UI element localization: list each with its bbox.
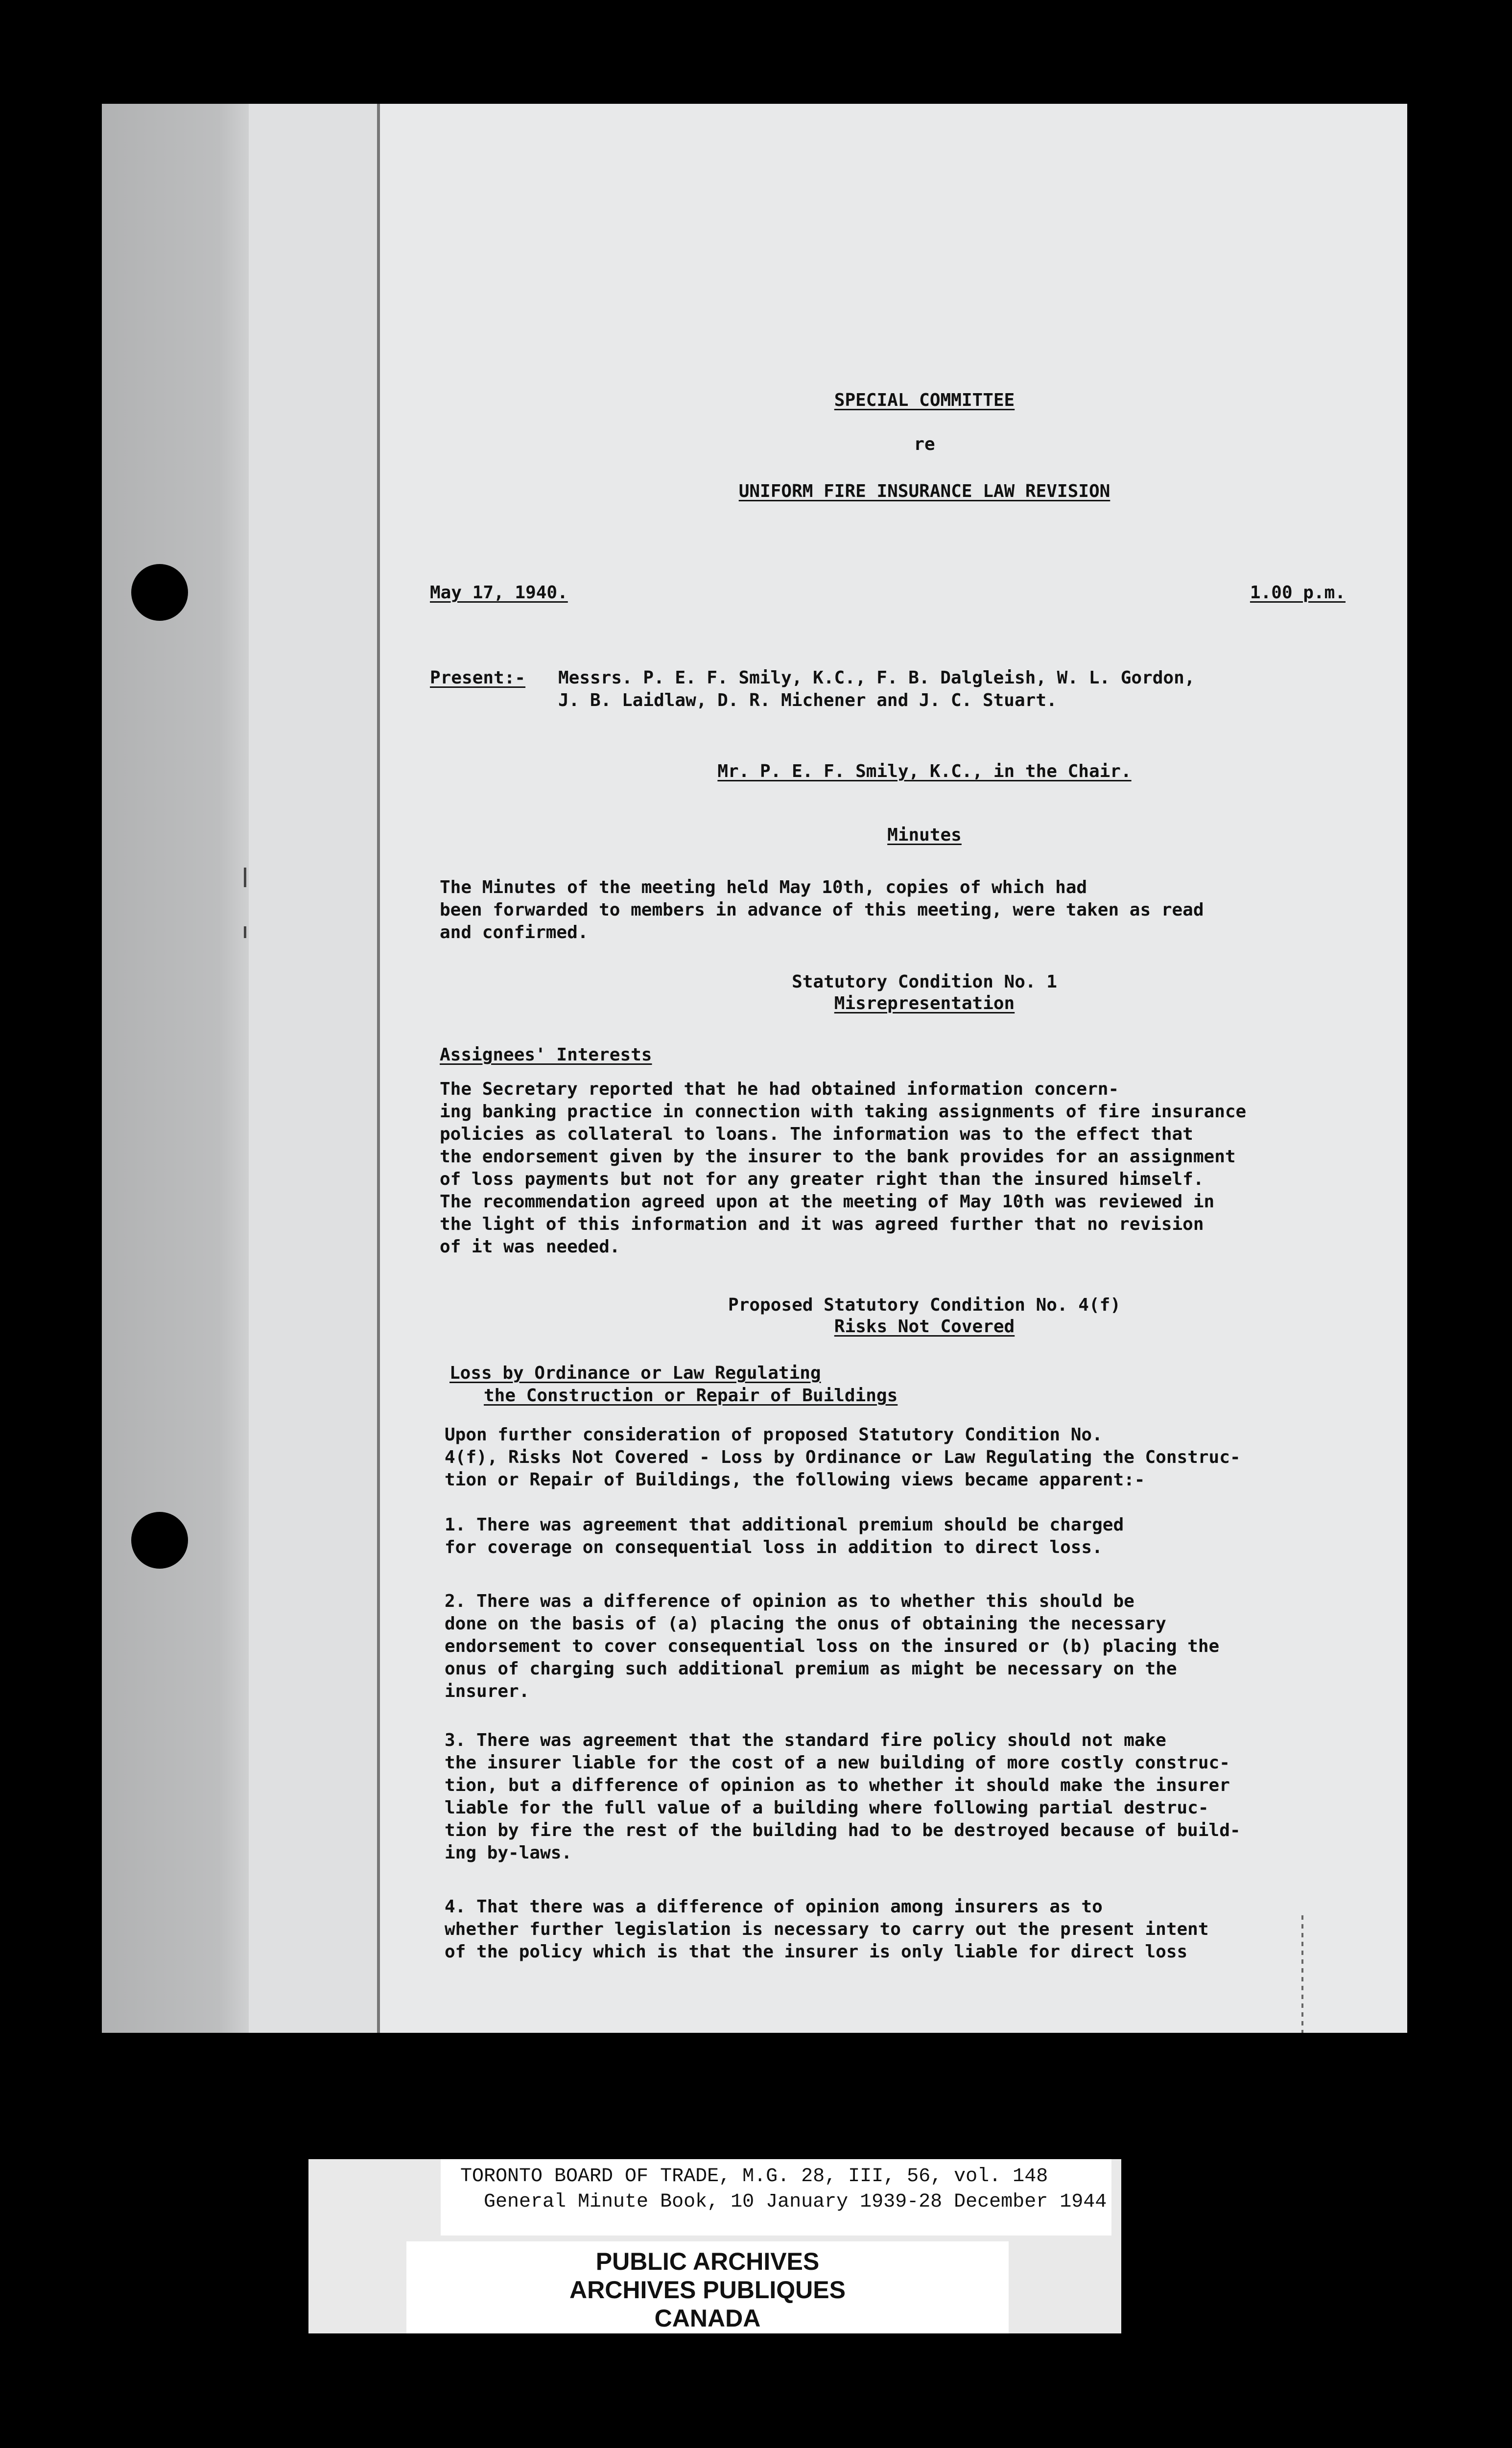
sc4-subheading-text: Risks Not Covered (834, 1317, 1015, 1337)
sc1-subheading (445, 992, 1404, 1015)
sc4-subheading (445, 1315, 1404, 1339)
present-label: Present:- (430, 668, 526, 688)
fonds-reference (441, 2159, 1111, 2236)
meeting-date: May 17, 1940. (430, 583, 568, 603)
meeting-time: 1.00 p.m. (1250, 583, 1346, 603)
committee-title-text: SPECIAL COMMITTEE (834, 390, 1015, 410)
loss-intro-paragraph: Upon further consideration of proposed Statutory Condition No. 4(f), Risks Not Covered - Loss by Ordinance or Law Regulating the Construc- tion or Repair of Buildings, the following views became apparent:- (445, 1425, 1241, 1490)
archive-label (308, 2159, 1121, 2333)
committee-subject (445, 480, 1404, 503)
minutes-paragraph: The Minutes of the meeting held May 10th, copies of which had been forwarded to members in advance of this meeting, were taken as read and confirmed. (440, 877, 1204, 942)
chair-text: Mr. P. E. F. Smily, K.C., in the Chair. (717, 761, 1132, 781)
assignees-heading: Assignees' Interests (440, 1045, 652, 1065)
point-4: 4. That there was a difference of opinion among insurers as to whether further legislation is necessary to carry out the present intent of the policy which is that the insurer is only liable for direct loss (445, 1897, 1209, 1962)
sc1-subheading-text: Misrepresentation (834, 993, 1015, 1013)
committee-re: re (914, 434, 935, 454)
sc4-heading: Proposed Statutory Condition No. 4(f) (728, 1295, 1121, 1315)
document-sheet (102, 104, 1407, 2033)
minutes-heading (445, 824, 1404, 847)
fonds-reference-line1: TORONTO BOARD OF TRADE, M.G. 28, III, 56, vol. 148 (460, 2166, 1048, 2188)
archive-country: CANADA (654, 2305, 761, 2332)
loss-heading-line2: the Construction or Repair of Buildings (484, 1386, 898, 1406)
archive-name-fr: ARCHIVES PUBLIQUES (569, 2276, 846, 2304)
point-2: 2. There was a difference of opinion as to whether this should be done on the basis of (a) placing the onus of obtaining the necessary endorsement to cover consequential loss on the insured or (b) placing the onus of charging such additional premium as might be necessary on the insurer. (445, 1591, 1220, 1701)
typed-minutes (102, 104, 1407, 2033)
archive-stamp (406, 2241, 1009, 2333)
committee-subject-text: UNIFORM FIRE INSURANCE LAW REVISION (738, 481, 1110, 501)
minutes-heading-text: Minutes (887, 825, 962, 845)
chair-line (445, 760, 1404, 783)
assignees-paragraph: The Secretary reported that he had obtained information concern- ing banking practice in connection with taking assignments of fire insurance policies as collateral to loans. The information was to the effect that the endorsement given by the insurer to the bank provides for an assignment of loss payments but not for any greater right than the insured himself. The recommendation agreed upon at the meeting of May 10th was reviewed in the light of this information and it was agreed further that no revision of it was needed. (440, 1079, 1247, 1257)
present-members: Messrs. P. E. F. Smily, K.C., F. B. Dalgleish, W. L. Gordon, J. B. Laidlaw, D. R. Michener and J. C. Stuart. (558, 668, 1195, 710)
point-3: 3. There was agreement that the standard fire policy should not make the insurer liable for the cost of a new building of more costly construc- tion, but a difference of opinion as to whether it should make the insurer liable for the full value of a building where following partial destruc- tion by fire the rest of the building had to be destroyed because of build- ing by-laws. (445, 1730, 1241, 1863)
point-1: 1. There was agreement that additional premium should be charged for coverage on consequential loss in addition to direct loss. (445, 1515, 1124, 1557)
loss-heading-line1: Loss by Ordinance or Law Regulating (449, 1363, 821, 1383)
date-time-line (430, 583, 1346, 603)
committee-title (445, 389, 1404, 412)
sc1-heading: Statutory Condition No. 1 (792, 972, 1057, 992)
archive-name-en: PUBLIC ARCHIVES (595, 2248, 820, 2275)
fonds-reference-line2: General Minute Book, 10 January 1939-28 December 1944 (460, 2191, 1107, 2213)
